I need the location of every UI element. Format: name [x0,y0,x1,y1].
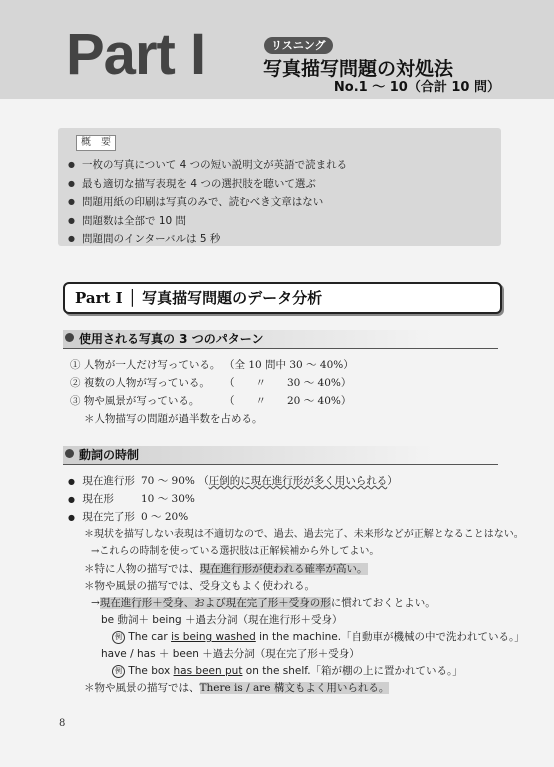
formula-1: be 動詞＋ being ＋過去分詞（現在進行形＋受身） [101,614,343,626]
overview-label: 概 要 [76,135,116,151]
example-text: The box [128,665,174,677]
note-highlight: There is / are 構文もよく用いられる。 [199,682,390,694]
note-highlight: 現在進行形が使われる確率が高い。 [199,563,368,575]
note-text: ＊特に人物の描写では、 [84,563,200,575]
example-2 [112,664,463,678]
pattern-stat: （ 〃 20 ～ 40%） [224,395,352,407]
example-underline: is being washed [171,631,256,643]
part-title: Part I [66,22,206,87]
section-tag: リスニング [264,37,333,54]
pattern-item [70,358,220,372]
chapter-title: 写真描写問題の対処法 [263,58,454,80]
page-header [0,0,554,99]
tense-note-2 [84,562,368,576]
tense-row [68,474,135,489]
tense-note-1b: →これらの時制を使っている選択肢は正解候補から外してよい。 [91,546,380,557]
formula-2: have / has ＋ been ＋過去分詞（現在完了形＋受身） [101,648,360,660]
tense-value: 0 ～ 20% [141,511,189,523]
bullet-icon [65,333,74,342]
example-mark-icon: 例 [112,665,125,678]
pattern-item [70,376,210,390]
tense-label: 現在完了形 [82,511,135,523]
example-mark-icon: 例 [112,631,125,644]
pattern-stat: （ 〃 30 ～ 40%） [224,377,352,389]
example-text: on the shelf.「箱が棚の上に置かれている。」 [242,665,463,677]
section-title: Part Ⅰ │ 写真描写問題のデータ分析 [75,289,323,307]
overview-item: ● 一枚の写真について 4 つの短い説明文が英語で読まれる [68,156,347,175]
note-highlight: 現在進行形＋受身、および現在完了形＋受身の形 [99,597,331,609]
tense-note-3b [91,596,436,610]
tense-row [68,492,114,507]
patterns-heading-bar [63,330,498,349]
tense-value: 10 ～ 30% [141,493,195,505]
pattern-text: 物や風景が写っている。 [83,395,200,407]
overview-list [68,156,347,249]
section-title-box [63,282,502,314]
pattern-text: 複数の人物が写っている。 [83,377,210,389]
tense-note: 圧倒的に現在進行形が多く用いられる [208,475,388,487]
overview-box [58,128,501,246]
note-text: に慣れておくとよい。 [330,597,436,609]
tense-note-4 [84,681,389,695]
tense-value: 70 ～ 90% [141,475,195,487]
overview-item: ● 最も適切な描写表現を 4 つの選択肢を聴いて選ぶ [68,175,347,194]
example-underline: has been put [173,665,243,677]
page-number: 8 [59,718,66,729]
pattern-stat: （全 10 問中 30 ～ 40%） [224,359,354,371]
note-text: ＊物や風景の描写では、 [84,682,200,694]
tense-row-value [141,474,398,488]
overview-item: ● 問題数は全部で 10 問 [68,212,347,231]
pattern-text: 人物が一人だけ写っている。 [83,359,221,371]
tense-note-3: ＊物や風景の描写では、受身文もよく使われる。 [84,580,315,592]
overview-item: ● 問題用紙の印刷は写真のみで、読むべき文章はない [68,193,347,212]
patterns-heading: 使用される写真の 3 つのパターン [79,332,264,346]
pattern-number: ② [70,377,81,389]
bullet-icon [65,449,74,458]
pattern-item [70,394,199,408]
tense-label: 現在形 [82,493,114,505]
note-arrow: → [91,597,100,609]
overview-item: ● 問題間のインターバルは 5 秒 [68,230,347,249]
tense-row [68,510,135,525]
tense-heading-bar [63,446,498,465]
example-text: The car [128,631,172,643]
tense-heading: 動詞の時制 [79,448,140,462]
example-1 [112,630,525,644]
chapter-subtitle: No.1 ～ 10（合計 10 問） [333,80,500,95]
tense-note-1: ＊現状を描写しない表現は不適切なので、過去、過去完了、未来形などが正解となることはない。 [84,529,524,540]
tense-note-close: ） [387,475,398,487]
patterns-note: ＊人物描写の問題が過半数を占める。 [84,413,263,425]
tense-note-open: （ [198,475,209,487]
example-text: in the machine.「自動車が機械の中で洗われている。」 [255,631,525,643]
pattern-number: ③ [70,395,81,407]
tense-label: 現在進行形 [82,475,135,487]
pattern-number: ① [70,359,81,371]
